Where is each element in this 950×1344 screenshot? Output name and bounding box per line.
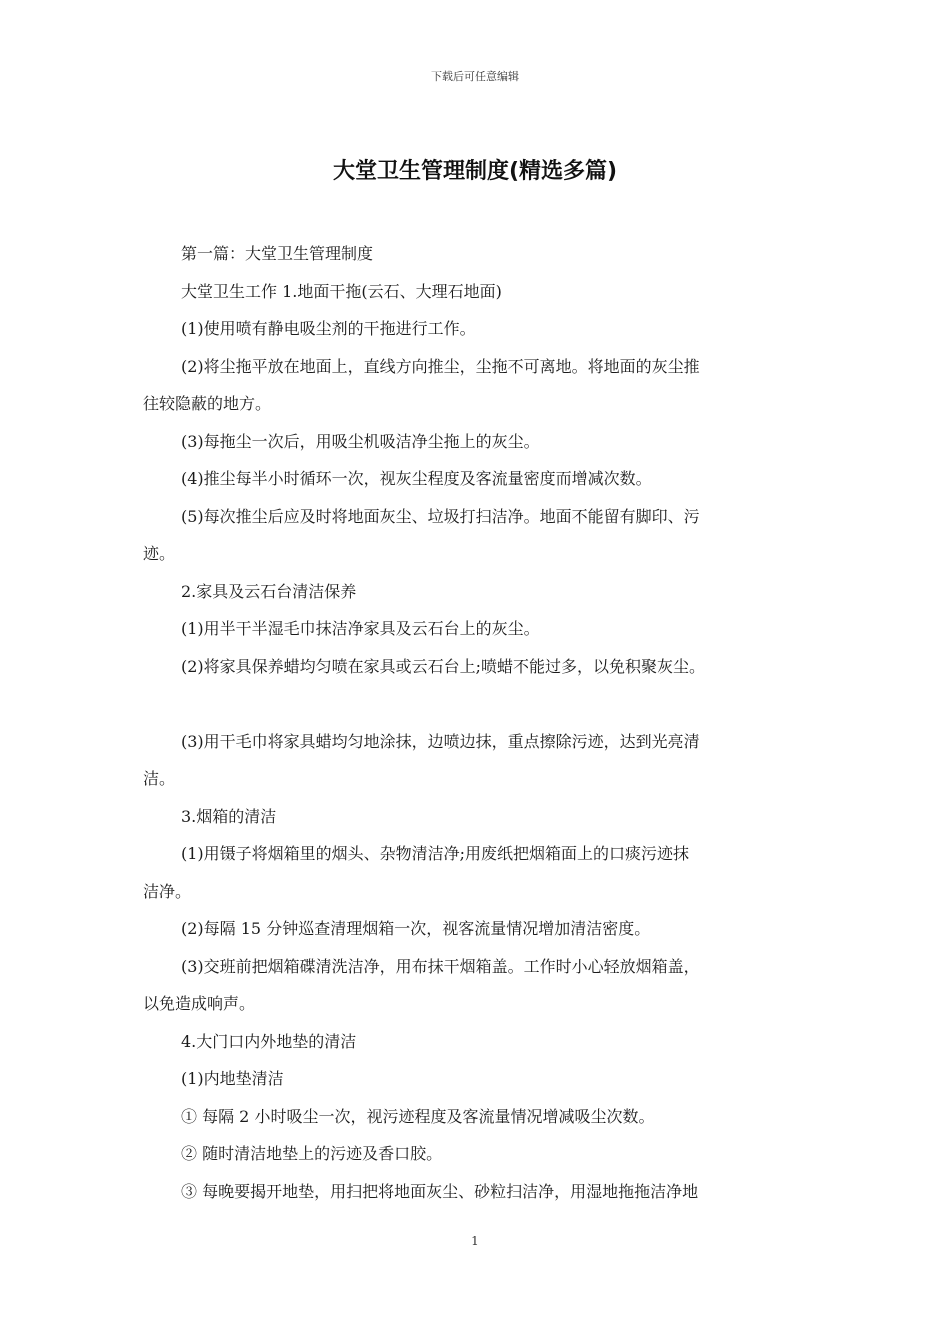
paragraph-line: ① 每隔 2 小时吸尘一次，视污迹程度及客流量情况增减吸尘次数。	[181, 1106, 655, 1126]
paragraph-line: 迹。	[143, 544, 176, 563]
subsection-heading: 3.烟箱的清洁	[181, 806, 277, 826]
paragraph-line: ② 随时清洁地垫上的污迹及香口胶。	[181, 1144, 443, 1163]
page-number: 1	[471, 1234, 479, 1248]
section-heading: 第一篇：大堂卫生管理制度	[181, 244, 374, 263]
paragraph-line: (4)推尘每半小时循环一次，视灰尘程度及客流量密度而增减次数。	[181, 469, 652, 488]
blank-line	[143, 685, 823, 723]
paragraph-line: 洁净。	[143, 881, 192, 901]
subsection-heading: 2.家具及云石台清洁保养	[181, 581, 357, 601]
document-title: 大堂卫生管理制度(精选多篇)	[332, 159, 618, 184]
paragraph-line: (2)将尘拖平放在地面上，直线方向推尘，尘拖不可离地。将地面的灰尘推	[181, 356, 700, 376]
paragraph-line: 往较隐蔽的地方。	[143, 394, 272, 413]
header-note: 下载后可任意编辑	[431, 70, 519, 83]
paragraph-line: (3)交班前把烟箱碟清洗洁净，用布抹干烟箱盖。工作时小心轻放烟箱盖，	[181, 956, 700, 976]
paragraph-line: (3)每拖尘一次后，用吸尘机吸洁净尘拖上的灰尘。	[181, 431, 540, 451]
paragraph-line: 以免造成响声。	[143, 994, 256, 1013]
paragraph-line: (1)用半干半湿毛巾抹洁净家具及云石台上的灰尘。	[181, 619, 540, 638]
paragraph-line: (2)将家具保养蜡均匀喷在家具或云石台上;喷蜡不能过多，以免积聚灰尘。	[181, 656, 706, 676]
subsection-heading: 4.大门口内外地垫的清洁	[181, 1031, 357, 1051]
paragraph-line: (3)用干毛巾将家具蜡均匀地涂抹，边喷边抹，重点擦除污迹，达到光亮清	[181, 731, 700, 751]
paragraph-line: (1)使用喷有静电吸尘剂的干拖进行工作。	[181, 319, 476, 338]
paragraph-line: ③ 每晚要揭开地垫，用扫把将地面灰尘、砂粒扫洁净，用湿地拖拖洁净地	[181, 1181, 699, 1201]
paragraph-line: 洁。	[143, 769, 176, 788]
paragraph-line: (1)用镊子将烟箱里的烟头、杂物清洁净;用废纸把烟箱面上的口痰污迹抹	[181, 844, 690, 863]
document-body	[143, 235, 823, 1210]
paragraph-line: 大堂卫生工作 1.地面干拖(云石、大理石地面)	[181, 281, 502, 301]
paragraph-line: (5)每次推尘后应及时将地面灰尘、垃圾打扫洁净。地面不能留有脚印、污	[181, 506, 700, 526]
paragraph-line: (1)内地垫清洁	[181, 1069, 284, 1088]
paragraph-line: (2)每隔 15 分钟巡查清理烟箱一次，视客流量情况增加清洁密度。	[181, 919, 651, 938]
